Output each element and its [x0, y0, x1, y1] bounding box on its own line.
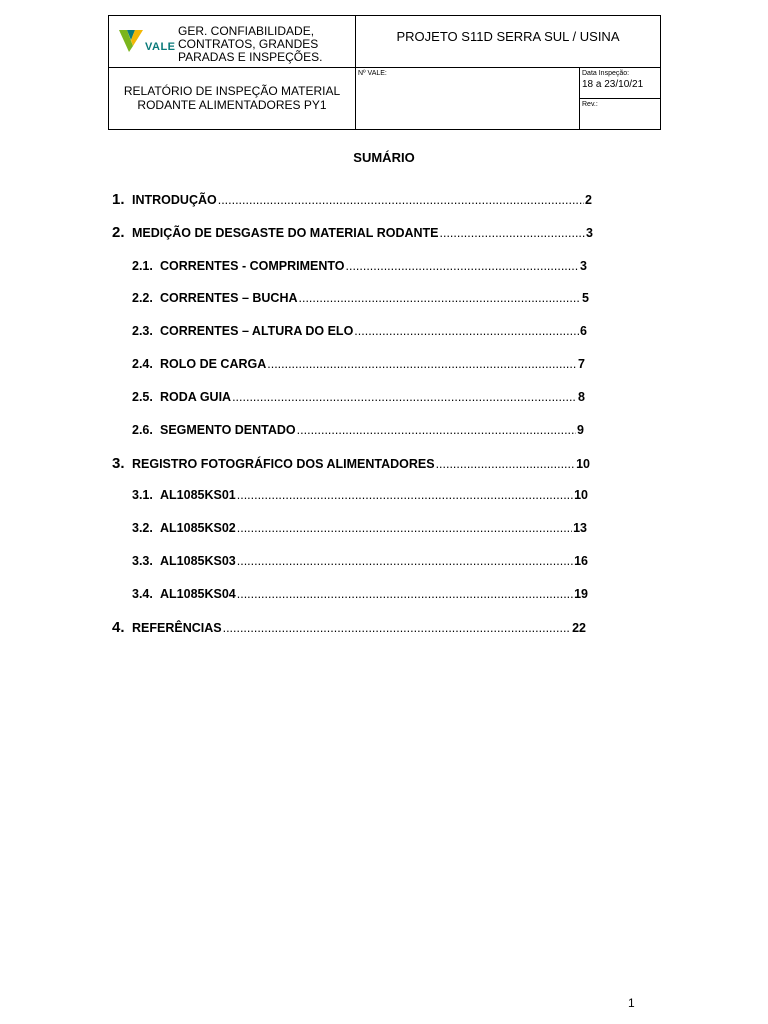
report-title-cell — [109, 68, 356, 129]
toc-entry[interactable]: 2.2. CORRENTES – BUCHA ..... 5 — [132, 291, 589, 311]
toc-entry[interactable]: 2.6. SEGMENTO DENTADO ..... 9 — [132, 423, 584, 443]
page-number: 1 — [628, 996, 635, 1010]
toc-entry[interactable]: 2.5. RODA GUIA ..... 8 — [132, 390, 585, 410]
toc-entry[interactable]: 2.1. CORRENTES - COMPRIMENTO ..... 3 — [132, 259, 587, 279]
vale-number-label: Nº VALE: — [358, 70, 387, 77]
toc-entry[interactable]: 3.1. AL1085KS01 ..... 10 — [132, 488, 588, 508]
toc-entry[interactable]: 2. MEDIÇÃO DE DESGASTE DO MATERIAL RODANTE ..... 3 — [112, 224, 593, 244]
inspection-date-label: Data Inspeção: — [582, 70, 630, 77]
vale-number-cell — [356, 68, 580, 129]
logo-text: VALE — [145, 41, 176, 53]
document-header — [108, 15, 661, 130]
toc-entry[interactable]: 4. REFERÊNCIAS ..... 22 — [112, 619, 586, 639]
vale-logo-icon — [117, 26, 145, 54]
toc-entry[interactable]: 2.4. ROLO DE CARGA ..... 7 — [132, 357, 585, 377]
project-name: PROJETO S11D SERRA SUL / USINA — [396, 29, 620, 44]
revision-cell — [580, 99, 660, 129]
inspection-date-value: 18 a 23/10/21 — [582, 79, 644, 90]
revision-label: Rev.: — [582, 101, 598, 108]
report-title: RELATÓRIO DE INSPEÇÃO MATERIAL RODANTE ALIMENTADORES PY1 — [123, 84, 341, 112]
toc-entry[interactable]: 3. REGISTRO FOTOGRÁFICO DOS ALIMENTADORES ..... 10 — [112, 455, 590, 475]
toc-entry[interactable]: 3.4. AL1085KS04 ..... 19 — [132, 587, 588, 607]
toc-entry[interactable]: 3.2. AL1085KS02 ..... 13 — [132, 521, 587, 541]
logo-cell — [109, 16, 356, 68]
department-name: GER. CONFIABILIDADE, CONTRATOS, GRANDES PARADAS E INSPEÇÕES. — [178, 24, 323, 64]
toc-entry[interactable]: 1. INTRODUÇÃO ..... 2 — [112, 191, 592, 211]
inspection-date-cell — [580, 68, 660, 99]
summary-title: SUMÁRIO — [353, 150, 415, 165]
toc-entry[interactable]: 2.3. CORRENTES – ALTURA DO ELO ..... 6 — [132, 324, 587, 344]
project-cell — [356, 16, 660, 68]
toc-entry[interactable]: 3.3. AL1085KS03 ..... 16 — [132, 554, 588, 574]
